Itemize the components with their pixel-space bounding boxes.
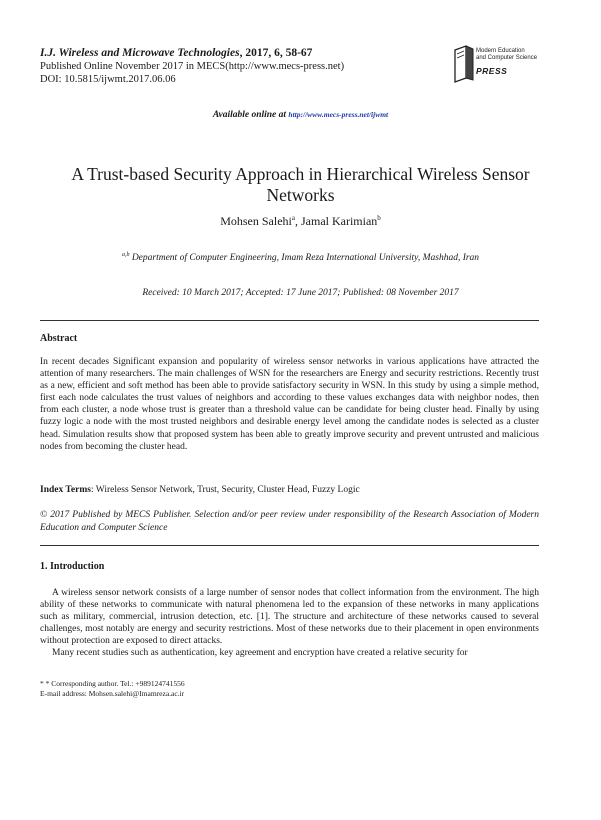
author-1: Mohsen Salehi <box>220 214 292 228</box>
journal-header <box>40 47 344 86</box>
section-heading-introduction: 1. Introduction <box>40 561 105 572</box>
author-list: Mohsen Salehi$^a$, Jamal Karimian$^b$ <box>220 214 381 228</box>
abstract-body: In recent decades Significant expansion and popularity of wireless sensor networks in various applications have attracted the attention of many researchers. The main challenges of WSN for the researchers are Energy and security restrictions. Recently trust as a new, efficient and soft method has been able to provide satisfactory security in WSN. In this study by using a simple method, first each node calculates the trust values of neighbors and according to these values exchanges data with neighbor nodes, then from each cluster, a node whose trust is greater than a threshold value can be candidate for being cluster head. Finally by using fuzzy logic a node with the most trusted neighbors and desirable energy level among the candidate nodes is selected as a cluster head. Simulation results show that proposed system has been able to greatly improve security and prevent untrusted and malicious nodes from becoming the cluster head. <box>40 357 539 452</box>
doi-line: DOI: 10.5815/ijwmt.2017.06.06 <box>40 74 176 85</box>
publisher-logo <box>452 42 562 90</box>
abstract-heading: Abstract <box>40 333 78 344</box>
available-online <box>0 110 601 120</box>
author-email: E-mail address: Mohsen.salehi@Imamreza.ac.ir <box>40 689 185 698</box>
journal-url-link[interactable]: http://www.mecs-press.net/ijwmt <box>288 110 389 119</box>
publication-dates: Received: 10 March 2017; Accepted: 17 June 2017; Published: 08 November 2017 <box>142 288 459 298</box>
logo-wordmark: Modern Education and Computer Science <box>476 48 538 61</box>
author-2: Jamal Karimian <box>300 214 378 228</box>
affiliation: $^{a,b}$ Department of Computer Engineering, Imam Reza International University, Mashhad, Iran <box>121 252 480 264</box>
corresponding-author: * * Corresponding author. Tel.: +989124741556 <box>40 679 185 688</box>
index-terms <box>40 485 539 495</box>
index-terms-text: : Wireless Sensor Network, Trust, Security, Cluster Head, Fuzzy Logic <box>90 485 360 495</box>
available-label: Available online at <box>212 110 289 120</box>
intro-paragraph-2: Many recent studies such as authentication, key agreement and encryption have created a relative security for <box>52 648 468 659</box>
journal-citation <box>40 47 344 60</box>
copyright-notice: © 2017 Published by MECS Publisher. Selection and/or peer review under responsibility of the Research Association of Modern Education and Computer Science <box>40 510 539 533</box>
index-terms-label: Index Terms <box>40 485 91 495</box>
book-icon <box>452 44 476 84</box>
published-line: Published Online November 2017 in MECS(http://www.mecs-press.net) <box>40 61 345 72</box>
journal-volume: , 2017, 6, 58-67 <box>239 47 313 59</box>
journal-name: I.J. Wireless and Microwave Technologies <box>40 47 240 59</box>
footnote <box>40 679 539 699</box>
top-divider <box>40 320 539 321</box>
paper-title: A Trust-based Security Approach in Hierarchical Wireless Sensor Networks <box>71 164 530 205</box>
intro-paragraph-1: A wireless sensor network consists of a large number of sensor nodes that collect information from the environment. The high ability of these networks to communicate with natural phenomena led to the expansion of these networks in many applications such as military, commercial, intrusion detection, etc. [1]. The structure and architecture of these networks caused to several challenges, most notably are energy and security restrictions. Most of these networks due to their placement in open environments without protection are exposed to direct attacks. <box>40 588 539 647</box>
introduction-body <box>40 587 539 660</box>
logo-press: PRESS <box>476 66 508 76</box>
middle-divider <box>40 545 539 546</box>
